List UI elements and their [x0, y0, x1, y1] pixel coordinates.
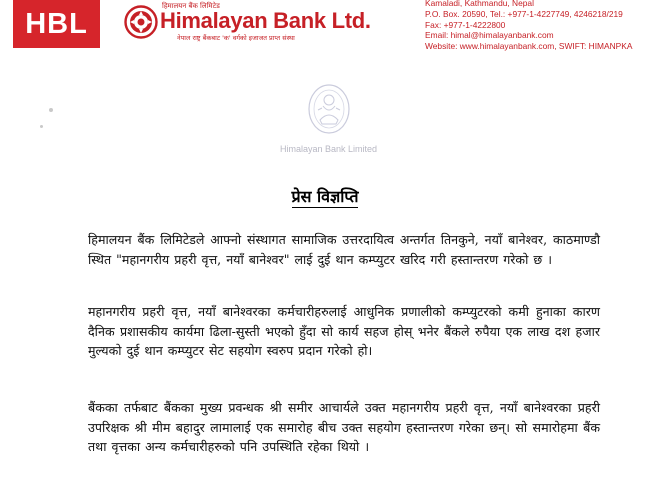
document-title-text: प्रेस विज्ञप्ति — [291, 187, 359, 206]
hbl-logo: HBL — [13, 0, 100, 48]
seal-caption: Himalayan Bank Limited — [280, 144, 378, 154]
bank-seal-watermark-icon — [306, 80, 352, 138]
scan-speck — [49, 108, 53, 112]
document-title — [0, 185, 650, 207]
scan-speck — [40, 125, 43, 128]
contact-address: Kamaladi, Kathmandu, Nepal — [425, 0, 534, 8]
bank-tagline: नेपाल राष्ट्र बैंकबाट 'क' वर्गको इजाजत प्राप्त संस्था — [177, 34, 295, 42]
paragraph-2: महानगरीय प्रहरी वृत्त, नयाँ बानेश्वरका कर्मचारीहरुलाई आधुनिक प्रणालीको कम्प्युटरको कमी हुनाका कारण दैनिक प्रशासकीय कार्यमा ढिला-सुस्ती भएको हुँदा सो कार्य सहज होस् भनेर बैंकले रुपैया एक लाख दश हजार मुल्यको दुई थान कम्प्युटर सेट सहयोग स्वरुप प्रदान गरेको हो। — [88, 304, 600, 359]
contact-block — [425, 0, 650, 52]
bank-name-nepali: हिमालयन बैंक लिमिटेड — [162, 2, 220, 10]
contact-website: Website: www.himalayanbank.com, SWIFT: HIMANPKA — [425, 41, 633, 52]
bank-emblem-icon — [124, 5, 158, 39]
paragraph-3: बैंकका तर्फबाट बैंकका मुख्य प्रवन्धक श्री समीर आचार्यले उक्त महानगरीय प्रहरी वृत्त, नयाँ बानेश्वरका प्रहरी उपरिक्षक श्री मीम बहादुर लामालाई एक समारोह बीच उक्त सहयोग हस्तान्तरण गरेका छन्। सो समारोहमा बैंक तथा वृत्तका अन्य कर्मचारीहरुको पनि उपस्थिति रहेका थियो । — [88, 400, 600, 455]
contact-email: Email: himal@himalayanbank.com — [425, 30, 554, 41]
contact-fax: Fax: +977-1-4222800 — [425, 19, 506, 30]
letterhead — [0, 0, 650, 60]
paragraph-1: हिमालयन बैंक लिमिटेडले आफ्नो संस्थागत सामाजिक उत्तरदायित्व अन्तर्गत तिनकुने, नयाँ बानेश्वर, काठमाण्डौ स्थित "महानगरीय प्रहरी वृत्त, नयाँ बानेश्वर" लाई दुई थान कम्प्युटर खरिद गरी हस्तान्तरण गरेको छ । — [88, 232, 600, 267]
contact-phone: P.O. Box. 20590, Tel.: +977-1-4227749, 4246218/219 — [425, 8, 623, 19]
bank-name: Himalayan Bank Ltd. — [160, 8, 371, 33]
